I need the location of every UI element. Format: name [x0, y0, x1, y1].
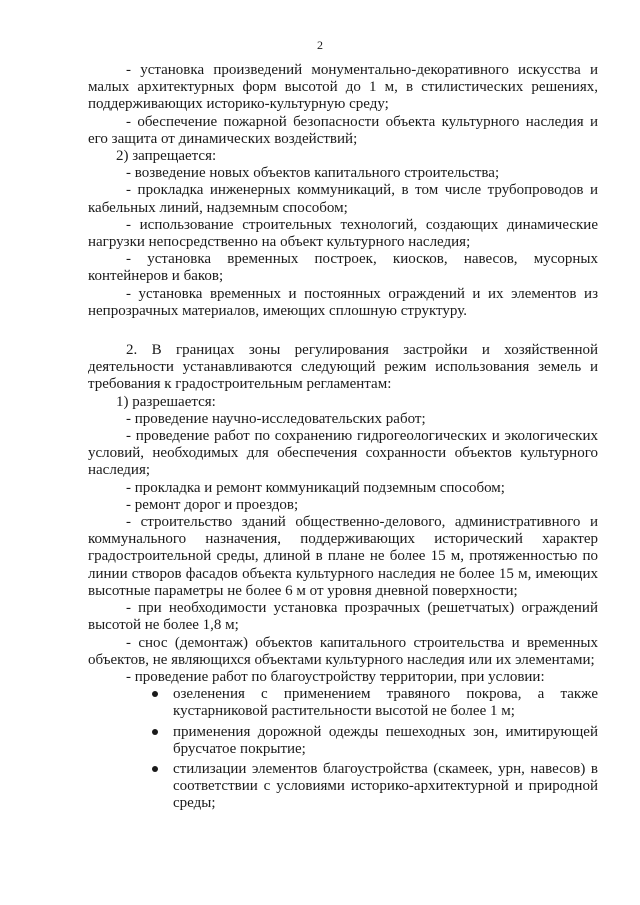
bullet-icon: [152, 729, 158, 735]
list-item-text: озеленения с применением травяного покрова, а также кустарниковой растительности высотой не более 1 м;: [173, 686, 598, 720]
paragraph: - прокладка и ремонт коммуникаций подземным способом;: [126, 479, 505, 496]
paragraph: - использование строительных технологий, создающих динамические нагрузки непосредственно на объект культурного наследия;: [88, 216, 598, 251]
paragraph: - обеспечение пожарной безопасности объекта культурного наследия и его защита от динамических воздействий;: [88, 113, 598, 147]
paragraph: - снос (демонтаж) объектов капитального строительства и временных объектов, не являющихся объектами культурного наследия или их элементами;: [88, 634, 598, 668]
section-intro: 2. В границах зоны регулирования застройки и хозяйственной деятельности устанавливаются следующий режим использования земель и требования к градостроительным регламентам:: [88, 342, 598, 393]
paragraph: - строительство зданий общественно-делового, административного и коммунального назначения, поддерживающих исторический характер градостроительной среды, длиной в плане не более 15 м, протяженностью по линии створов фасадов объекта культурного наследия не более 15 м, имеющих высотные параметры не более 6 м от уровня дневной поверхности;: [88, 514, 598, 599]
subsection-heading: 1) разрешается:: [116, 393, 216, 410]
paragraph: - проведение научно-исследовательских работ;: [126, 410, 426, 427]
list-item-text: применения дорожной одежды пешеходных зон, имитирующей брусчатое покрытие;: [173, 723, 598, 757]
paragraph: - возведение новых объектов капитального строительства;: [126, 165, 500, 182]
list-item: [146, 761, 598, 813]
paragraph: - установка временных построек, киосков, навесов, мусорных контейнеров и баков;: [88, 251, 598, 285]
document-body: [88, 62, 598, 816]
paragraph: - проведение работ по сохранению гидрогеологических и экологических условий, необходимых для обеспечения сохранности объектов культурного наследия;: [88, 428, 598, 479]
paragraph: - проведение работ по благоустройству территории, при условии:: [126, 668, 545, 685]
paragraph: - ремонт дорог и проездов;: [126, 496, 299, 513]
paragraph: - установка произведений монументально-декоративного искусства и малых архитектурных форм высотой до 1 м, в стилистических решениях, поддерживающих историко-культурную среду;: [88, 62, 598, 113]
section-gap: [88, 320, 598, 342]
list-item: [146, 686, 598, 720]
page-number: 2: [317, 38, 323, 52]
bullet-icon: [152, 691, 158, 697]
paragraph: - при необходимости установка прозрачных (решетчатых) ограждений высотой не более 1,8 м;: [88, 600, 598, 634]
list-item: [146, 724, 598, 758]
conditions-list: [88, 686, 598, 812]
paragraph: - установка временных и постоянных ограждений и их элементов из непрозрачных материалов, имеющих сплошную структуру.: [88, 285, 598, 319]
subsection-heading: 2) запрещается:: [116, 148, 217, 165]
list-item-text: стилизации элементов благоустройства (скамеек, урн, навесов) в соответствии с условиями историко-архитектурной и природной среды;: [173, 760, 598, 812]
paragraph: - прокладка инженерных коммуникаций, в том числе трубопроводов и кабельных линий, надземным способом;: [88, 182, 598, 216]
bullet-icon: [152, 766, 158, 772]
